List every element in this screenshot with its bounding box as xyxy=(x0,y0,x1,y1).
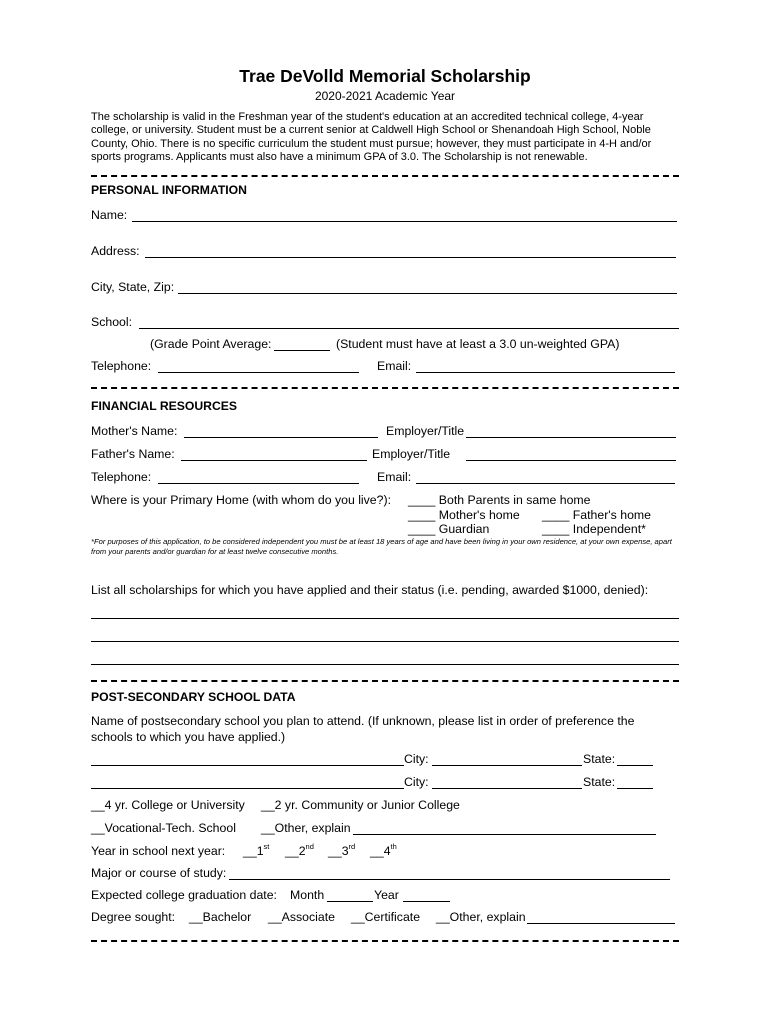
parent-telephone-field[interactable] xyxy=(158,483,359,484)
option-mothers-home[interactable]: ____ Mother's home xyxy=(408,508,520,522)
school-choice-2-field[interactable] xyxy=(91,788,404,789)
school-1-state-field[interactable] xyxy=(617,765,653,766)
year-option-1st[interactable]: __1st xyxy=(243,842,270,858)
father-name-field[interactable] xyxy=(181,460,367,461)
telephone-label: Telephone: xyxy=(91,359,152,373)
mother-employer-label: Employer/Title xyxy=(386,424,465,438)
section-divider xyxy=(91,940,679,943)
school-2-state-label: State: xyxy=(583,775,616,789)
degree-option-bachelor[interactable]: __Bachelor xyxy=(189,910,252,924)
address-label: Address: xyxy=(91,244,140,258)
school-2-city-field[interactable] xyxy=(432,788,582,789)
school-1-state-label: State: xyxy=(583,752,616,766)
city-state-zip-label: City, State, Zip: xyxy=(91,280,175,294)
option-guardian[interactable]: ____ Guardian xyxy=(408,522,490,536)
school-choice-1-field[interactable] xyxy=(91,765,404,766)
gpa-field[interactable] xyxy=(274,350,330,351)
year-option-4th[interactable]: __4th xyxy=(370,842,397,858)
name-field[interactable] xyxy=(132,221,677,222)
degree-other-explain-field[interactable] xyxy=(527,923,675,924)
option-4yr-college[interactable]: __4 yr. College or University xyxy=(91,798,245,812)
primary-home-question: Where is your Primary Home (with whom do you live?): xyxy=(91,493,391,507)
postsecondary-prompt-line1: Name of postsecondary school you plan to attend. (If unknown, please list in order of preference the xyxy=(91,714,635,728)
section-divider xyxy=(91,680,679,683)
parent-email-field[interactable] xyxy=(416,483,675,484)
school-field[interactable] xyxy=(139,328,679,329)
degree-sought-label: Degree sought: xyxy=(91,910,176,924)
financial-heading: FINANCIAL RESOURCES xyxy=(91,399,238,413)
degree-option-certificate[interactable]: __Certificate xyxy=(351,910,421,924)
scholarships-prompt: List all scholarships for which you have applied and their status (i.e. pending, awarded $1000, denied): xyxy=(91,583,649,597)
email-label: Email: xyxy=(377,359,412,373)
graduation-year-label: Year xyxy=(374,888,399,902)
school-1-city-field[interactable] xyxy=(432,765,582,766)
city-state-zip-field[interactable] xyxy=(178,293,677,294)
name-label: Name: xyxy=(91,208,128,222)
school-2-city-label: City: xyxy=(404,775,429,789)
graduation-date-label: Expected college graduation date: xyxy=(91,888,277,902)
school-label: School: xyxy=(91,315,133,329)
option-fathers-home[interactable]: ____ Father's home xyxy=(542,508,651,522)
degree-option-associate[interactable]: __Associate xyxy=(268,910,335,924)
degree-option-other[interactable]: __Other, explain xyxy=(436,910,526,924)
year-option-2nd[interactable]: __2nd xyxy=(285,842,314,858)
option-both-parents[interactable]: ____ Both Parents in same home xyxy=(408,493,591,507)
gpa-label: (Grade Point Average: xyxy=(150,337,272,351)
section-divider xyxy=(91,175,679,178)
gpa-requirement-note: (Student must have at least a 3.0 un-weighted GPA) xyxy=(336,337,620,351)
independent-footnote: *For purposes of this application, to be considered independent you must be at least 18 years of age and have been living in your own residence, at your own expense, apart from your parents and/or guardian for at least twelve consecutive months. xyxy=(91,537,672,556)
personal-info-heading: PERSONAL INFORMATION xyxy=(91,183,247,197)
major-label: Major or course of study: xyxy=(91,866,227,880)
email-field[interactable] xyxy=(416,372,675,373)
postsecondary-heading: POST-SECONDARY SCHOOL DATA xyxy=(91,690,296,704)
scholarships-line-2[interactable] xyxy=(91,641,679,642)
scholarships-line-1[interactable] xyxy=(91,618,679,619)
option-vocational-tech[interactable]: __Vocational-Tech. School xyxy=(91,821,236,835)
father-employer-field[interactable] xyxy=(466,460,676,461)
option-other-school[interactable]: __Other, explain xyxy=(261,821,351,835)
telephone-field[interactable] xyxy=(158,372,359,373)
major-field[interactable] xyxy=(229,879,670,880)
option-2yr-college[interactable]: __2 yr. Community or Junior College xyxy=(261,798,460,812)
mother-employer-field[interactable] xyxy=(466,437,676,438)
parent-telephone-label: Telephone: xyxy=(91,470,152,484)
graduation-month-field[interactable] xyxy=(327,901,373,902)
scholarships-line-3[interactable] xyxy=(91,664,679,665)
other-school-explain-field[interactable] xyxy=(353,834,656,835)
intro-paragraph: The scholarship is valid in the Freshman year of the student's education at an accredited technical college, 4-year college, or university. Student must be a current senior at Caldwell High School or Shenandoah High School, Noble County, Ohio. There is no specific curriculum the student must pursue; however, they must participate in 4-H and/or sports programs. Applicants must also have a minimum GPA of 3.0. The Scholarship is not renewable. xyxy=(91,111,652,163)
father-name-label: Father's Name: xyxy=(91,447,175,461)
parent-email-label: Email: xyxy=(377,470,412,484)
postsecondary-prompt-line2: schools to which you have applied.) xyxy=(91,730,286,744)
mother-name-field[interactable] xyxy=(184,437,378,438)
year-option-3rd[interactable]: __3rd xyxy=(328,842,356,858)
document-title: Trae DeVolld Memorial Scholarship xyxy=(239,66,531,86)
graduation-month-label: Month xyxy=(290,888,325,902)
address-field[interactable] xyxy=(145,257,676,258)
graduation-year-field[interactable] xyxy=(403,901,450,902)
option-independent[interactable]: ____ Independent* xyxy=(542,522,646,536)
section-divider xyxy=(91,387,679,390)
school-2-state-field[interactable] xyxy=(617,788,653,789)
year-in-school-label: Year in school next year: xyxy=(91,844,226,858)
mother-name-label: Mother's Name: xyxy=(91,424,178,438)
academic-year: 2020-2021 Academic Year xyxy=(314,89,456,103)
father-employer-label: Employer/Title xyxy=(372,447,451,461)
school-1-city-label: City: xyxy=(404,752,429,766)
